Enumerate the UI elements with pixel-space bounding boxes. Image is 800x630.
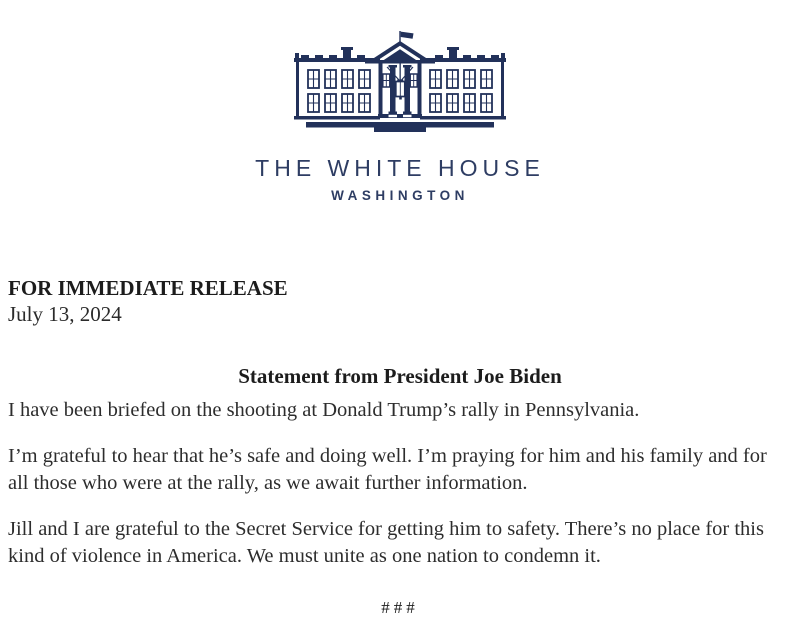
paragraph-line: I’m grateful to hear that he’s safe and doing well. I’m praying for him and his family and for bbox=[8, 445, 767, 467]
letterhead bbox=[0, 0, 800, 203]
release-label: FOR IMMEDIATE RELEASE bbox=[8, 276, 288, 300]
statement-title: Statement from President Joe Biden bbox=[238, 364, 562, 388]
paragraph-line: Jill and I are grateful to the Secret Service for getting him to safety. There’s no place for this bbox=[8, 518, 764, 540]
organization-location: WASHINGTON bbox=[331, 188, 469, 203]
white-house-building-icon bbox=[286, 30, 514, 132]
release-date: July 13, 2024 bbox=[8, 302, 122, 326]
paragraph-line: kind of violence in America. We must unite as one nation to condemn it. bbox=[8, 545, 601, 567]
end-mark: ### bbox=[381, 598, 419, 617]
logo-wrap bbox=[0, 30, 800, 132]
statement-paragraph bbox=[0, 397, 800, 424]
paragraph-line: all those who were at the rally, as we await further information. bbox=[8, 472, 528, 494]
statement-paragraph bbox=[0, 516, 800, 570]
statement-paragraph bbox=[0, 443, 800, 497]
paragraph-line: I have been briefed on the shooting at Donald Trump’s rally in Pennsylvania. bbox=[8, 399, 640, 421]
release-info bbox=[0, 276, 800, 327]
organization-wordmark: THE WHITE HOUSE bbox=[255, 155, 545, 181]
